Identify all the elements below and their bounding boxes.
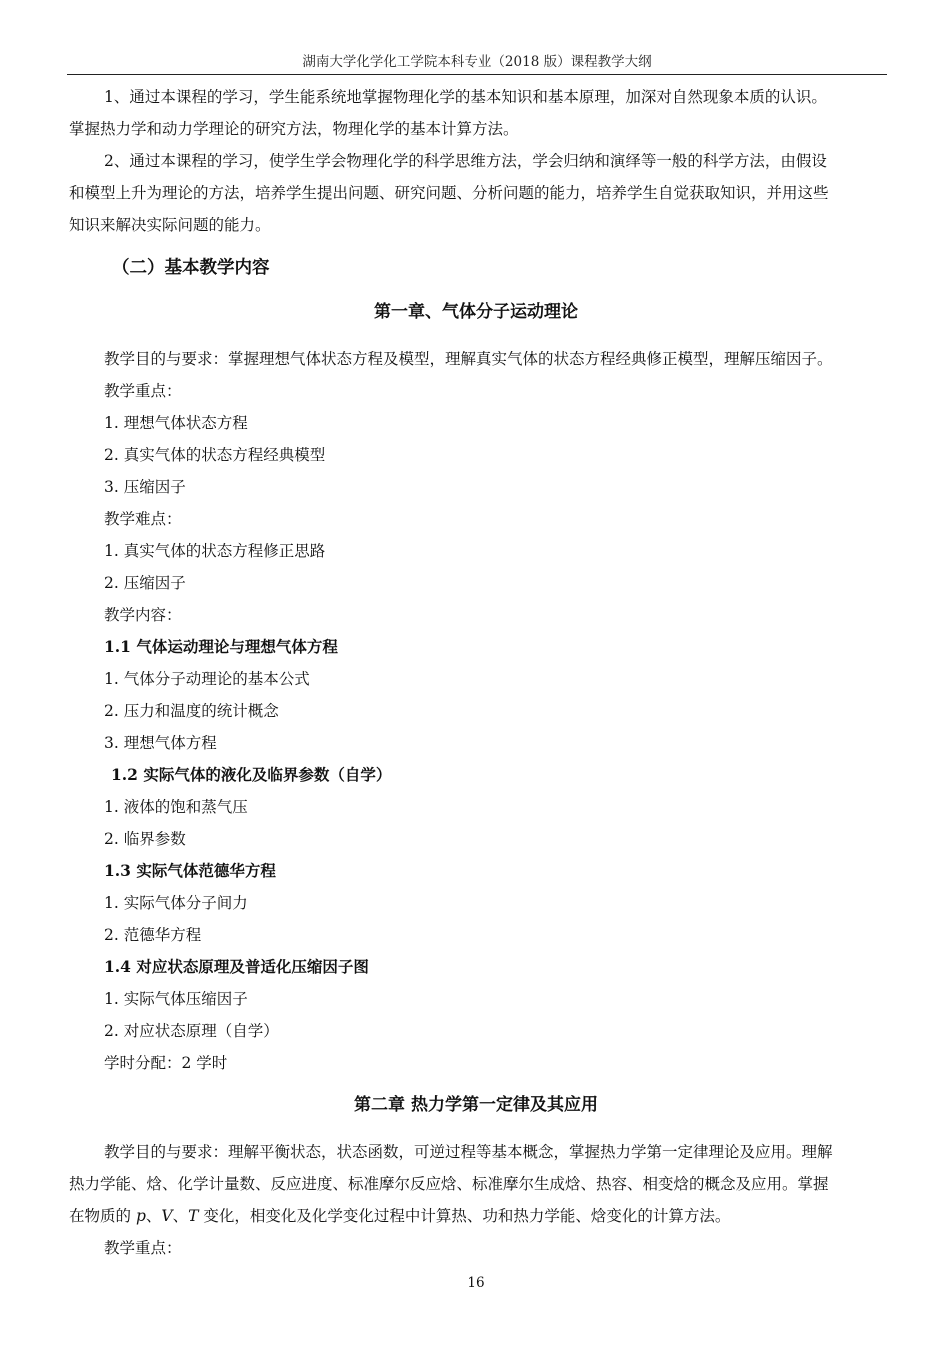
subsection-1-1-title: 1.1 气体运动理论与理想气体方程 xyxy=(104,637,338,656)
chapter1-difficulty-item: 1. 真实气体的状态方程修正思路 xyxy=(104,542,326,560)
page-number: 16 xyxy=(467,1275,485,1291)
subsection-1-1-item: 1. 气体分子动理论的基本公式 xyxy=(104,670,310,688)
subsection-1-1-item: 2. 压力和温度的统计概念 xyxy=(104,702,279,720)
subsection-1-4-item: 1. 实际气体压缩因子 xyxy=(104,990,248,1008)
header-divider xyxy=(67,74,887,75)
chapter1-hours: 学时分配：2 学时 xyxy=(104,1054,228,1072)
intro-p2-line3: 知识来解决实际问题的能力。 xyxy=(69,216,271,234)
chapter2-title: 第二章 热力学第一定律及其应用 xyxy=(354,1095,598,1115)
subsection-1-4-title: 1.4 对应状态原理及普适化压缩因子图 xyxy=(104,957,369,976)
chapter2-goal-line3-text: 在物质的 xyxy=(69,1207,136,1225)
page-header: 湖南大学化学化工学院本科专业（2018 版）课程教学大纲 xyxy=(302,54,652,70)
chapter1-difficulty-item: 2. 压缩因子 xyxy=(104,574,186,592)
separator: 、 xyxy=(172,1207,189,1225)
symbol-t: T xyxy=(188,1207,199,1225)
chapter1-key-label: 教学重点： xyxy=(104,382,182,400)
chapter1-content-label: 教学内容： xyxy=(104,606,182,624)
chapter2-goal-line1: 教学目的与要求：理解平衡状态，状态函数，可逆过程等基本概念，掌握热力学第一定律理论及应用。理解 xyxy=(104,1143,833,1161)
symbol-p: p xyxy=(135,1207,146,1225)
chapter1-goal: 教学目的与要求：掌握理想气体状态方程及模型，理解真实气体的状态方程经典修正模型，理解压缩因子。 xyxy=(104,350,833,368)
subsection-1-3-item: 1. 实际气体分子间力 xyxy=(104,894,248,912)
chapter1-difficulty-label: 教学难点： xyxy=(104,510,182,528)
subsection-1-2-item: 1. 液体的饱和蒸气压 xyxy=(104,798,248,816)
section-title: （二）基本教学内容 xyxy=(112,258,270,278)
intro-p2-line1: 2、通过本课程的学习，使学生学会物理化学的科学思维方法，学会归纳和演绎等一般的科学方法，由假设 xyxy=(104,152,827,170)
chapter2-key-label: 教学重点： xyxy=(104,1239,182,1257)
separator: 、 xyxy=(145,1207,162,1225)
symbol-v: V xyxy=(161,1207,173,1225)
chapter1-key-item: 2. 真实气体的状态方程经典模型 xyxy=(104,446,326,464)
subsection-1-3-title: 1.3 实际气体范德华方程 xyxy=(104,861,276,880)
subsection-1-2-item: 2. 临界参数 xyxy=(104,830,186,848)
chapter1-title: 第一章、气体分子运动理论 xyxy=(374,302,578,322)
subsection-1-3-item: 2. 范德华方程 xyxy=(104,926,202,944)
chapter2-goal-line3-text: 变化，相变化及化学变化过程中计算热、功和热力学能、焓变化的计算方法。 xyxy=(198,1207,731,1225)
subsection-1-2-title: 1.2 实际气体的液化及临界参数（自学） xyxy=(111,765,392,784)
subsection-1-1-item: 3. 理想气体方程 xyxy=(104,734,217,752)
intro-p2-line2: 和模型上升为理论的方法，培养学生提出问题、研究问题、分析问题的能力，培养学生自觉获取知识，并用这些 xyxy=(69,184,829,202)
chapter1-key-item: 3. 压缩因子 xyxy=(104,478,186,496)
intro-p1-line2: 掌握热力学和动力学理论的研究方法，物理化学的基本计算方法。 xyxy=(69,120,519,138)
subsection-1-4-item: 2. 对应状态原理（自学） xyxy=(104,1022,279,1040)
chapter2-goal-line2: 热力学能、焓、化学计量数、反应进度、标准摩尔反应焓、标准摩尔生成焓、热容、相变焓的概念及应用。掌握 xyxy=(69,1175,829,1193)
chapter2-goal-line3 xyxy=(69,1206,730,1226)
chapter1-key-item: 1. 理想气体状态方程 xyxy=(104,414,248,432)
intro-p1-line1: 1、通过本课程的学习，学生能系统地掌握物理化学的基本知识和基本原理，加深对自然现象本质的认识。 xyxy=(104,88,827,106)
